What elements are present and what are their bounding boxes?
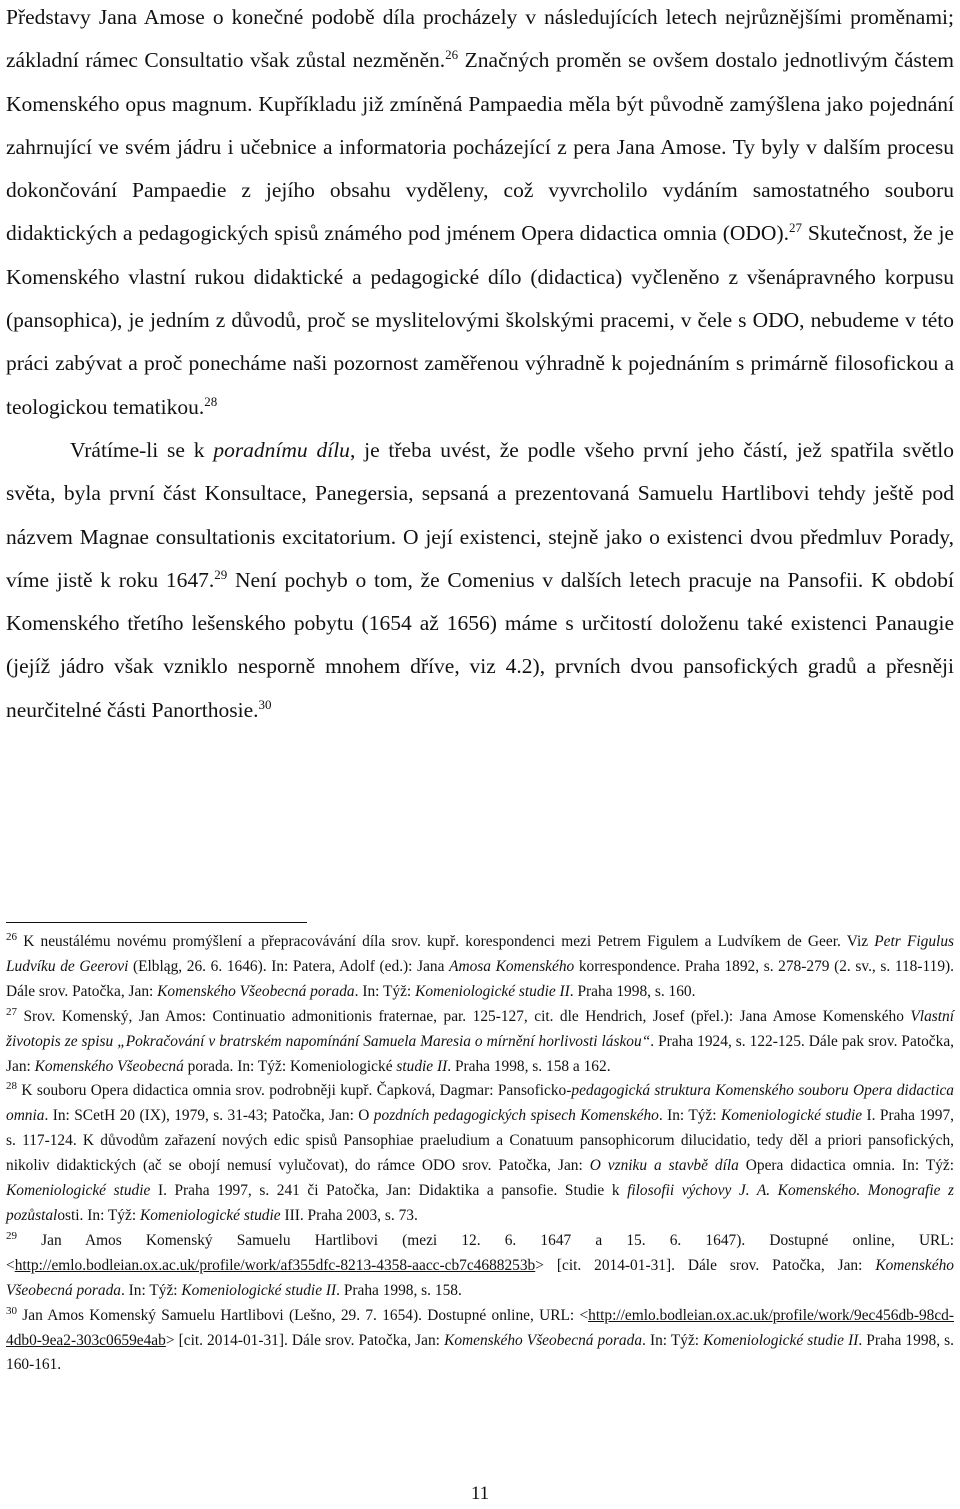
- footnote-ref-27[interactable]: 27: [789, 220, 802, 236]
- emlo-link-29[interactable]: http://emlo.bodleian.ox.ac.uk/profile/work/af355dfc-8213-4358-aacc-cb7c4688253b: [14, 1256, 536, 1274]
- footnote-separator: [6, 922, 307, 923]
- footnote-30: $^{30}$ Jan Amos Komenský Samuelu Hartlibovi (Lešno, 29. 7. 1654). Dostupné online, URL: <http://emlo.bodleian.ox.ac.uk/profile/work/9ec456db-98cd-4db0-9ea2-303c0659e4ab> [cit. 2014-01-31]. Dále srov. Patočka, Jan: Komenského Všeobecná porada. In: Týž: Komeniologické studie II. Praha 1998, s. 160-161.: [6, 1304, 954, 1374]
- main-text: [6, 0, 954, 732]
- paragraph-2: Vrátíme-li se k poradnímu dílu, je třeba uvést, že podle všeho první jeho částí, jež spatřila světlo světa, byla první část Konsultace, Panegersia, sepsaná a prezentovaná Samuelu Hartlibovi tehdy ještě pod názvem Magnae consultationis excitatorium. O její existenci, stejně jako o existenci dvou předmluv Porady, víme jistě k roku 1647.29 Není pochyb o tom, že Comenius v dalších letech pracuje na Pansofii. K období Komenského třetího lešenského pobytu (1654 až 1656) máme s určitostí doloženu také existenci Panaugie (jejíž jádro však vzniklo nesporně mnohem dříve, viz 4.2), prvních dvou pansofických gradů a přesněji neurčitelné části Panorthosie.$^{30}$: [6, 437, 954, 722]
- footnote-26: $^{26}$ K neustálému novému promýšlení a přepracovávání díla srov. kupř. korespondenci mezi Petrem Figulem a Ludvíkem de Geer. Viz Petr Figulus Ludvíku de Geerovi (Elbląg, 26. 6. 1646). In: Patera, Adolf (ed.): Jana Amosa Komenského korrespondence. Praha 1892, s. 278-279 (2. sv., s. 118-119). Dále srov. Patočka, Jan: Komenského Všeobecná porada. In: Týž: Komeniologické studie II. Praha 1998, s. 160.: [6, 930, 954, 1000]
- footnote-ref-28[interactable]: 28: [204, 393, 218, 409]
- footnote-ref-26[interactable]: 26: [445, 47, 459, 63]
- footnote-ref-29[interactable]: 29: [214, 566, 228, 582]
- footnotes: [6, 930, 954, 1378]
- emlo-link-30[interactable]: http://emlo.bodleian.ox.ac.uk/profile/work/9ec456db-98cd-4db0-9ea2-303c0659e4ab: [6, 1306, 954, 1349]
- footnote-27: $^{27}$ Srov. Komenský, Jan Amos: Continuatio admonitionis fraternae, par. 125-127, cit. dle Hendrich, Josef (přel.): Jana Amose Komenského Vlastní životopis ze spisu „Pokračování v bratrském napomínání Samuela Maresia o mírnění horlivosti láskou“. Praha 1924, s. 122-125. Dále pak srov. Patočka, Jan: Komenského Všeobecná porada. In: Týž: Komeniologické studie II. Praha 1998, s. 158 a 162.: [6, 1005, 954, 1075]
- footnote-ref-30[interactable]: 30: [258, 696, 272, 712]
- paragraph-1: Představy Jana Amose o konečné podobě díla procházely v následujících letech nejrůznějšími proměnami; základní rámec Consultatio však zůstal nezměněn.$^{26}$ Značných proměn se ovšem dostalo jednotlivým částem Komenského opus magnum. Kupříkladu již zmíněná Pampaedia měla být původně zamýšlena jako pojednání zahrnující ve svém jádru i učebnice a informatoria pocházející z pera Jana Amose. Ty byly v dalším procesu dokončování Pampaedie z jejího obsahu vyděleny, což vyvrcholilo vydáním samostatného souboru didaktických a pedagogických spisů známého pod jménem Opera didactica omnia (ODO).$^{27}$ Skutečnost, že je Komenského vlastní rukou didaktické a pedagogické dílo (didactica) vyčleněno z všenápravného korpusu (pansophica), je jedním z důvodů, proč se myslitelovými školskými pracemi, v čele s ODO, nebudeme v této práci zabývat a proč ponecháme naši pozornost zaměřenou výhradně k pojednáním s primárně filosofickou a teologickou tematikou.$^{28}$: [6, 5, 954, 419]
- page-number: 11: [470, 1483, 490, 1504]
- footnote-29: $^{29}$ Jan Amos Komenský Samuelu Hartlibovi (mezi 12. 6. 1647 a 15. 6. 1647). Dostupné online, URL: <http://emlo.bodleian.ox.ac.uk/profile/work/af355dfc-8213-4358-aacc-cb7c4688253b> [cit. 2014-01-31]. Dále srov. Patočka, Jan: Komenského Všeobecná porada. In: Týž: Komeniologické studie II. Praha 1998, s. 158.: [6, 1229, 954, 1299]
- footnote-28: $^{28}$ K souboru Opera didactica omnia srov. podrobněji kupř. Čapková, Dagmar: Pansoficko-pedagogická struktura Komenského souboru Opera didactica omnia. In: SCetH 20 (IX), 1979, s. 31-43; Patočka, Jan: O pozdních pedagogických spisech Komenského. In: Týž: Komeniologické studie I. Praha 1997, s. 117-124. K důvodům zařazení nových edic spisů Pansophiae praeludium a Conatuum pansophicorum dilucidatio, tedy děl a priori pansofických, nikoliv didaktických (ač se obojí nemusí vylučovat), do rámce ODO srov. Patočka, Jan: O vzniku a stavbě díla Opera didactica omnia. In: Týž: Komeniologické studie I. Praha 1997, s. 241 či Patočka, Jan: Didaktika a pansofie. Studie k filosofii výchovy J. A. Komenského. Monografie z pozůstalosti. In: Týž: Komeniologické studie III. Praha 2003, s. 73.: [6, 1080, 955, 1224]
